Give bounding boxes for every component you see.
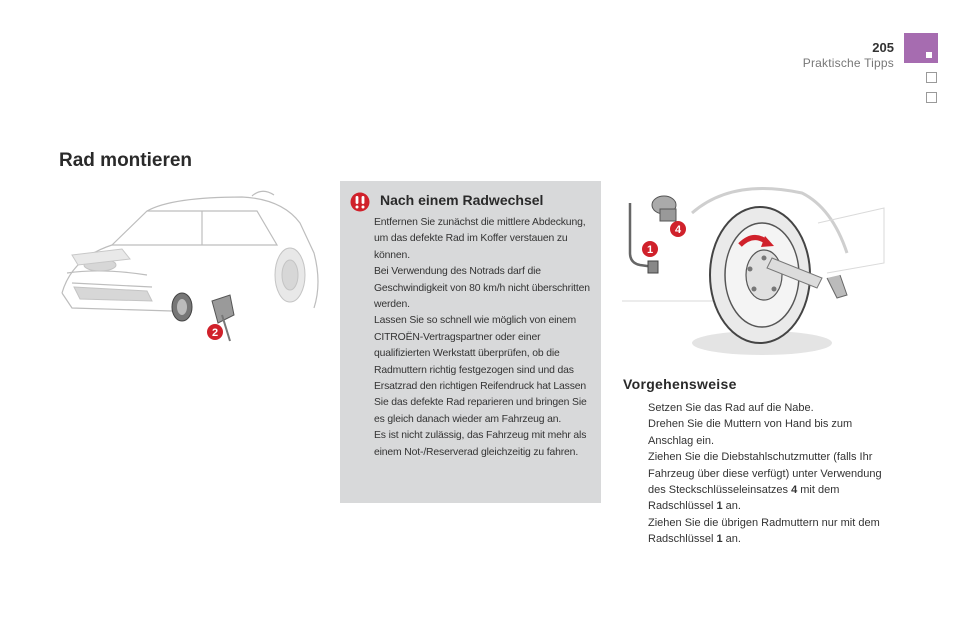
page-number: 205 [872,40,894,55]
procedure-step: Ziehen Sie die übrigen Radmuttern nur mit dem Radschlüssel 1 an. [648,516,880,546]
callout-label: 4 [674,224,682,236]
callout-label: 2 [211,327,219,339]
wheel-mounting-illustration [622,183,886,363]
chapter-title: Praktische Tipps [802,56,894,70]
chapter-tab-active[interactable] [904,33,938,63]
procedure-step: Drehen Sie die Muttern von Hand bis zum Anschlag ein. [648,418,853,447]
chapter-tab[interactable] [926,92,937,103]
warning-text: Entfernen Sie zunächst die mittlere Abdeckung, um das defekte Rad im Koffer verstauen zu können. Bei Verwendung des Notrads darf die Geschwindigkeit von 80 km/h nicht überschritten werden. Lassen Sie so schnell wie möglich von einem CITROËN-Vertragspartner oder einer qualifizierten Werkstatt überprüfen, ob die Radmuttern richtig festgezogen sind und das Ersatzrad den richtigen Reifendruck hat Lassen Sie das defekte Rad reparieren und bringen Sie es gleich danach wieder am Fahrzeug an. Es ist nicht zulässig, das Fahrzeug mit mehr als einem Not-/Reserverad gleichzeitig zu fahren. [374,217,590,458]
warning-title: Nach einem Radwechsel [380,192,544,208]
callout-label: 1 [646,244,654,256]
chapter-tab[interactable] [926,72,937,83]
car-jack-illustration [52,183,328,358]
procedure-steps [626,400,891,548]
section-title: Rad montieren [59,150,193,171]
procedure-step: Setzen Sie das Rad auf die Nabe. [648,402,814,414]
tab-marker [926,52,932,58]
warning-box [340,181,601,503]
procedure-step: Ziehen Sie die Diebstahlschutzmutter (falls Ihr Fahrzeug über diese verfügt) unter Verwendung des Steckschlüsseleinsatzes 4 mit dem Radschlüssel 1 an. [648,451,882,513]
procedure-title: Vorgehensweise [623,376,737,392]
warning-exclamation-icon [350,192,370,212]
